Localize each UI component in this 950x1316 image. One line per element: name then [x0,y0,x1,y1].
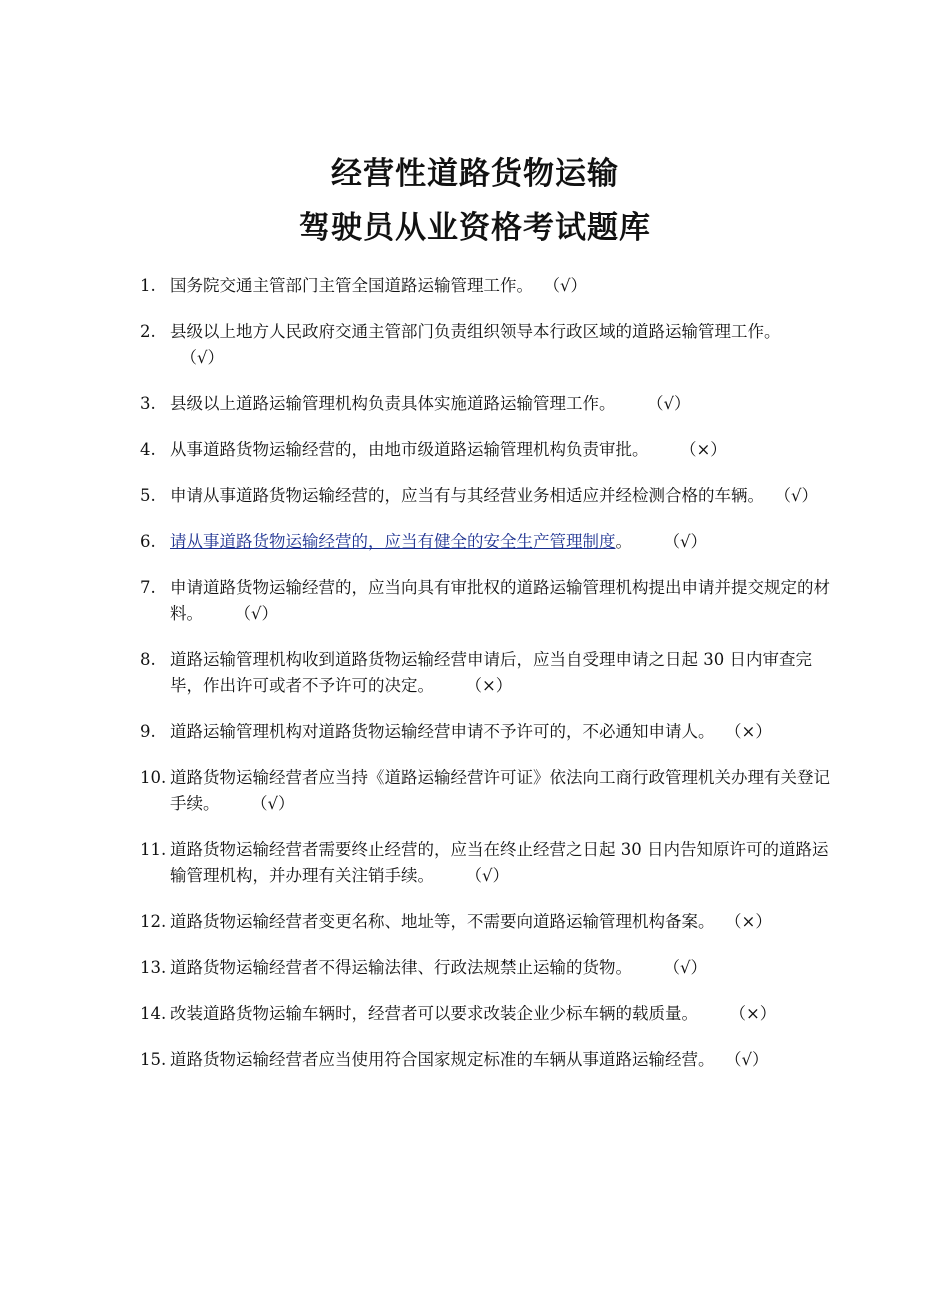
question-item [140,391,830,417]
question-text: 道路货物运输经营者应当持《道路运输经营许可证》依法向工商行政管理机关办理有关登记手续。 [170,768,830,813]
question-text: 。 [615,532,632,551]
question-item [140,575,830,627]
question-text: 道路货物运输经营者不得运输法律、行政法规禁止运输的货物。 [170,958,632,977]
question-answer: （×） [725,912,772,931]
question-answer: （√） [774,486,819,505]
question-text: 道路货物运输经营者变更名称、地址等，不需要向道路运输管理机构备案。 [170,912,715,931]
question-answer: （√） [663,958,707,977]
question-item [140,909,830,935]
question-text: 道路货物运输经营者需要终止经营的，应当在终止经营之日起 30 日内告知原许可的道路运输管理机构，并办理有关注销手续。 [170,840,829,885]
question-item [140,1001,830,1027]
question-answer: （√） [234,604,278,623]
question-item [140,1047,830,1073]
question-item [140,765,830,817]
question-number: 1. [140,276,156,295]
question-number: 9. [140,722,156,741]
question-item [140,647,830,699]
question-answer: （√） [725,1050,769,1069]
question-answer: （√） [180,348,225,367]
document-subtitle: 驾驶员从业资格考试题库 [299,210,651,246]
question-text: 申请道路货物运输经营的，应当向具有审批权的道路运输管理机构提出申请并提交规定的材料。 [170,578,830,623]
question-answer: （×） [465,676,513,695]
question-text: 道路运输管理机构对道路货物运输经营申请不予许可的，不必通知申请人。 [170,722,715,741]
question-text: 道路货物运输经营者应当使用符合国家规定标准的车辆从事道路运输经营。 [170,1050,715,1069]
question-number: 10. [140,768,167,787]
question-answer: （√） [465,866,509,885]
question-item [140,273,830,299]
question-number: 8. [140,650,156,669]
question-item [140,837,830,889]
question-text: 国务院交通主管部门主管全国道路运输管理工作。 [170,276,533,295]
question-number: 6. [140,532,156,551]
question-item [140,483,830,509]
question-number: 15. [140,1050,167,1069]
question-text: 申请从事道路货物运输经营的，应当有与其经营业务相适应并经检测合格的车辆。 [170,486,764,505]
question-answer: （×） [725,722,772,741]
question-item [140,955,830,981]
document-title: 经营性道路货物运输 [331,156,619,192]
question-number: 3. [140,394,156,413]
question-text: 从事道路货物运输经营的，由地市级道路运输管理机构负责审批。 [170,440,649,459]
question-text: 改装道路货物运输车辆时，经营者可以要求改装企业少标车辆的载质量。 [170,1004,698,1023]
question-text: 县级以上道路运输管理机构负责具体实施道路运输管理工作。 [170,394,616,413]
question-number: 2. [140,322,156,341]
question-number: 13. [140,958,167,977]
question-list [140,273,830,1093]
question-answer: （×） [729,1004,777,1023]
question-number: 12. [140,912,167,931]
question-text: 道路运输管理机构收到道路货物运输经营申请后，应当自受理申请之日起 30 日内审查完毕，作出许可或者不予许可的决定。 [170,650,812,695]
question-text: 县级以上地方人民政府交通主管部门负责组织领导本行政区域的道路运输管理工作。 [170,322,781,341]
question-item [140,319,830,371]
question-answer: （√） [543,276,588,295]
question-answer: （×） [679,440,727,459]
question-number: 14. [140,1004,167,1023]
question-number: 4. [140,440,156,459]
question-number: 11. [140,840,167,859]
question-number: 7. [140,578,156,597]
question-number: 5. [140,486,156,505]
question-answer: （√） [250,794,295,813]
question-item [140,437,830,463]
question-answer: （√） [663,532,707,551]
question-item [140,719,830,745]
question-link[interactable]: 请从事道路货物运输经营的，应当有健全的安全生产管理制度 [170,532,616,551]
question-answer: （√） [646,394,691,413]
question-item [140,529,830,555]
